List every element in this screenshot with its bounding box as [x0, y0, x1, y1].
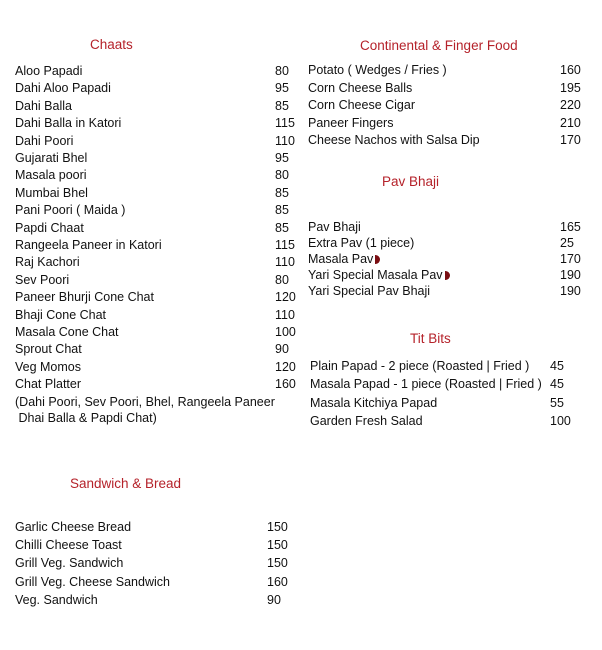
- item-price: 100: [550, 413, 571, 428]
- item-name: [15, 593, 98, 607]
- item-name: [15, 360, 81, 374]
- item-name-text: Veg Momos: [15, 359, 82, 374]
- item-name-text: Mumbai Bhel: [15, 185, 88, 200]
- item-name-text: Dahi Aloo Papadi: [15, 81, 111, 96]
- item-price: 165: [560, 220, 581, 234]
- item-price: 110: [275, 307, 295, 322]
- item-name-text: Gujarati Bhel: [15, 151, 88, 165]
- item-price: 85: [275, 98, 289, 113]
- item-name: [15, 290, 154, 304]
- item-price: 220: [560, 98, 581, 112]
- item-price: 55: [550, 395, 564, 410]
- item-name: [15, 221, 84, 235]
- item-name: [15, 255, 80, 269]
- item-price: 25: [560, 236, 574, 250]
- item-name: [15, 99, 72, 113]
- item-name-text: Masala Papad - 1 piece (Roasted | Fried ): [310, 377, 542, 392]
- item-name: [15, 203, 125, 217]
- item-name-text: Pani Poori ( Maida ): [15, 203, 126, 218]
- item-name: [310, 396, 437, 410]
- item-price: 120: [275, 290, 296, 305]
- item-name: [310, 377, 542, 391]
- item-price: 195: [560, 80, 581, 95]
- item-price: 80: [275, 64, 289, 78]
- item-name: [308, 63, 447, 77]
- item-price: 90: [267, 592, 281, 607]
- item-name: [15, 186, 88, 200]
- item-name-text: Garden Fresh Salad: [310, 413, 423, 428]
- item-price: 115: [275, 116, 295, 131]
- item-name-text: Grill Veg. Cheese Sandwich: [15, 574, 170, 589]
- item-name: [15, 520, 131, 534]
- item-name: [15, 556, 123, 570]
- item-name: [15, 81, 111, 95]
- item-name-text: Pav Bhaji: [308, 220, 361, 234]
- item-price: 150: [267, 556, 288, 571]
- item-price: 110: [275, 255, 295, 270]
- section-title-continental: Continental & Finger Food: [360, 38, 518, 53]
- item-price: 110: [275, 133, 295, 148]
- item-price: 90: [275, 342, 289, 357]
- item-name-text: Grill Veg. Sandwich: [15, 556, 124, 571]
- item-price: 210: [560, 115, 581, 130]
- section-title-sandwich: Sandwich & Bread: [70, 476, 182, 491]
- item-name-text: Garlic Cheese Bread: [15, 520, 132, 534]
- item-name: [15, 575, 170, 589]
- item-price: 100: [275, 325, 296, 339]
- item-name-text: Masala poori: [15, 168, 87, 183]
- item-price: 150: [267, 520, 288, 534]
- item-price: 85: [275, 185, 289, 200]
- item-name: [308, 268, 450, 282]
- item-name-text: Dahi Poori: [15, 133, 74, 148]
- item-note: (Dahi Poori, Sev Poori, Bhel, Rangeela Paneer Dhai Balla & Papdi Chat): [15, 395, 275, 425]
- item-price: 45: [550, 377, 564, 392]
- item-name: [310, 359, 529, 373]
- item-name-text: Dahi Balla in Katori: [15, 116, 122, 131]
- item-price: 190: [560, 284, 581, 298]
- item-name: [308, 252, 380, 266]
- item-name: [15, 151, 87, 165]
- item-name-text: Potato ( Wedges / Fries ): [308, 63, 447, 77]
- item-price: 115: [275, 238, 295, 252]
- item-name-text: Raj Kachori: [15, 255, 80, 270]
- item-price: 95: [275, 81, 289, 96]
- item-name-text: Yari Special Pav Bhaji: [308, 284, 431, 298]
- item-price: 190: [560, 268, 581, 282]
- item-name-text: Corn Cheese Balls: [308, 80, 413, 95]
- item-price: 160: [267, 574, 288, 589]
- item-name-text: Chat Platter: [15, 377, 82, 392]
- item-name: [15, 116, 121, 130]
- chili-icon: [445, 271, 450, 280]
- item-name-text: Masala Kitchiya Papad: [310, 395, 438, 410]
- item-name-text: Extra Pav (1 piece): [308, 236, 415, 250]
- item-price: 160: [560, 63, 581, 77]
- section-title-pavbhaji: Pav Bhaji: [382, 174, 440, 189]
- item-name: [308, 236, 414, 250]
- item-name: [310, 414, 423, 428]
- item-name: [308, 220, 361, 234]
- item-name-text: Sprout Chat: [15, 342, 82, 357]
- section-title-titbits: Tit Bits: [410, 331, 451, 346]
- item-name-text: Sev Poori: [15, 272, 70, 287]
- item-name: [308, 81, 412, 95]
- item-name: [15, 538, 122, 552]
- item-name: [15, 64, 82, 78]
- item-price: 170: [560, 252, 581, 266]
- item-price: 170: [560, 133, 581, 147]
- item-name: [308, 284, 430, 298]
- item-name-text: Paneer Bhurji Cone Chat: [15, 290, 154, 305]
- item-name: [15, 168, 87, 182]
- item-name: [308, 133, 480, 147]
- item-name-text: Cheese Nachos with Salsa Dip: [308, 133, 480, 147]
- item-name-text: Yari Special Masala Pav: [308, 268, 443, 282]
- item-name: [15, 342, 82, 356]
- item-name-text: Chilli Cheese Toast: [15, 538, 122, 553]
- item-name-text: Rangeela Paneer in Katori: [15, 238, 162, 252]
- item-name: [15, 273, 69, 287]
- item-price: 160: [275, 377, 296, 392]
- item-name: [308, 98, 415, 112]
- item-name-text: Aloo Papadi: [15, 64, 83, 78]
- item-price: 45: [550, 359, 564, 373]
- item-price: 80: [275, 168, 289, 183]
- item-price: 95: [275, 151, 289, 165]
- item-name: [15, 134, 73, 148]
- item-name-text: Plain Papad - 2 piece (Roasted | Fried ): [310, 359, 530, 373]
- item-name-text: Veg. Sandwich: [15, 592, 98, 607]
- item-name: [308, 116, 393, 130]
- item-name-text: Masala Pav: [308, 252, 374, 266]
- item-name-text: Papdi Chaat: [15, 220, 84, 235]
- section-title-chaats: Chaats: [90, 37, 133, 52]
- item-price: 85: [275, 203, 289, 218]
- item-name: [15, 238, 162, 252]
- item-name: [15, 325, 119, 339]
- item-name-text: Paneer Fingers: [308, 115, 394, 130]
- item-price: 85: [275, 220, 289, 235]
- item-name-text: Dahi Balla: [15, 98, 72, 113]
- item-price: 80: [275, 272, 289, 287]
- item-name: [15, 377, 81, 391]
- item-name-text: Bhaji Cone Chat: [15, 307, 107, 322]
- item-name-text: Masala Cone Chat: [15, 325, 119, 339]
- chili-icon: [375, 255, 380, 264]
- item-price: 120: [275, 359, 296, 374]
- item-price: 150: [267, 538, 288, 553]
- item-name-text: Corn Cheese Cigar: [308, 98, 415, 112]
- item-name: [15, 308, 106, 322]
